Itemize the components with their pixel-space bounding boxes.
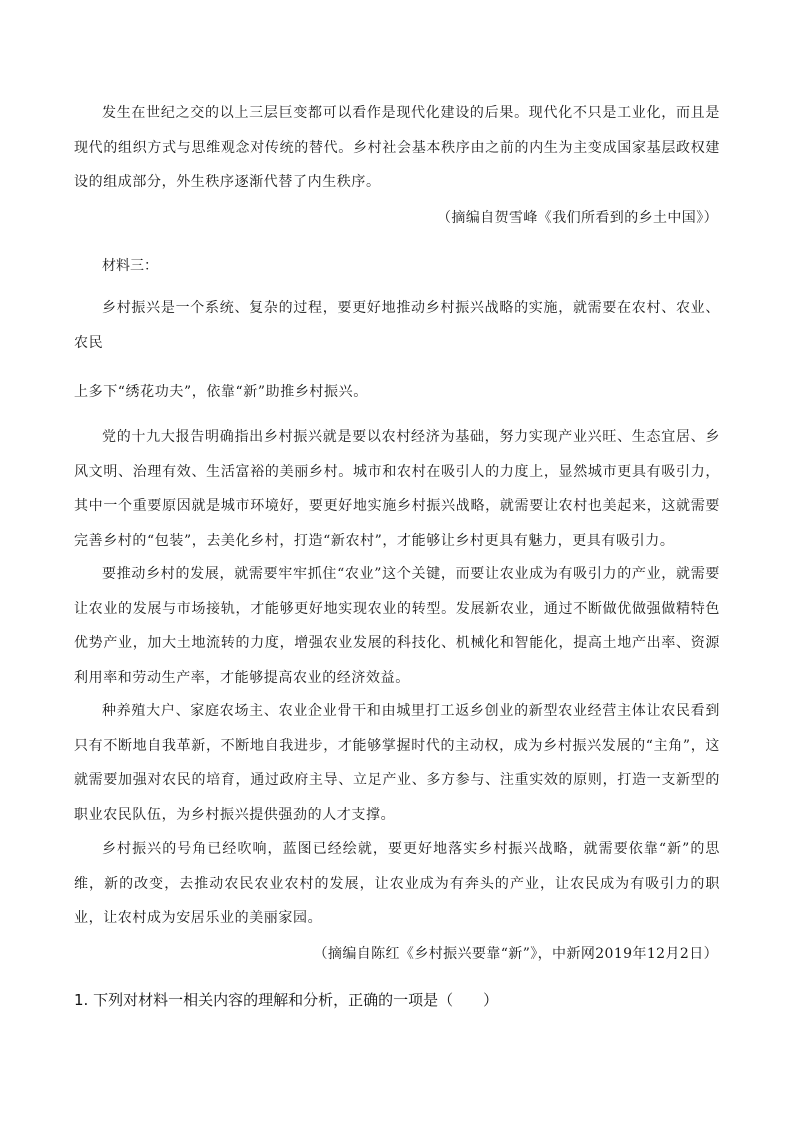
- paragraph-agriculture: 要推动乡村的发展，就需要牢牢抓住“农业”这个关键，而要让农业成为有吸引力的产业，就需要让农业的发展与市场接轨，才能够更好地实现农业的转型。发展新农业，通过不断做优做强做精特色优势产业，加大土地流转的力度，增强农业发展的科技化、机械化和智能化，提高土地产出率、资源利用率和劳动生产率，才能够提高农业的经济效益。: [74, 566, 720, 686]
- source-citation-chen-hong: （摘编自陈红《乡村振兴要靠“新”》，中新网2019年12月2日）: [313, 946, 718, 962]
- paragraph-new-farmers: 种养殖大户、家庭农场主、农业企业骨干和由城里打工返乡创业的新型农业经营主体让农民看到只有不断地自我革新，不断地自我进步，才能够掌握时代的主动权，成为乡村振兴发展的“主角”，这就需要加强对农民的培育，通过政府主导、立足产业、多方参与、注重实效的原则，打造一支新型的职业农民队伍，为乡村振兴提供强劲的人才支撑。: [74, 703, 720, 823]
- paragraph-rural-revival-intro-part1: 乡村振兴是一个系统、复杂的过程，要更好地推动乡村振兴战略的实施，就需要在农村、农业、农民: [74, 300, 720, 351]
- paragraph-rural-revival-intro-part2: 上多下“绣花功夫”，依靠“新”助推乡村振兴。: [74, 384, 368, 400]
- material-three-heading: 材料三：: [102, 258, 158, 274]
- paragraph-conclusion: 乡村振兴的号角已经吹响，蓝图已经绘就，要更好地落实乡村振兴战略，就需要依靠“新”的思维，新的改变，去推动农民农业农村的发展，让农业成为有奔头的产业，让农民成为有吸引力的职业，让农村成为安居乐业的美丽家园。: [74, 841, 720, 926]
- paragraph-modernization: 发生在世纪之交的以上三层巨变都可以看作是现代化建设的后果。现代化不只是工业化，而且是现代的组织方式与思维观念对传统的替代。乡村社会基本秩序由之前的内生为主变成国家基层政权建设的组成部分，外生秩序逐渐代替了内生秩序。: [74, 105, 720, 190]
- paragraph-nineteenth-congress: 党的十九大报告明确指出乡村振兴就是要以农村经济为基础，努力实现产业兴旺、生态宜居、乡风文明、治理有效、生活富裕的美丽乡村。城市和农村在吸引人的力度上，显然城市更具有吸引力，其中一个重要原因就是城市环境好，要更好地实施乡村振兴战略，就需要让农村也美起来，这就需要完善乡村的“包装”，去美化乡村，打造“新农村”，才能够让乡村更具有魅力，更具有吸引力。: [74, 429, 720, 549]
- source-citation-he-xuefeng: （摘编自贺雪峰《我们所看到的乡土中国》）: [437, 210, 718, 226]
- question-1: 1. 下列对材料一相关内容的理解和分析，正确的一项是（ ）: [74, 991, 499, 1009]
